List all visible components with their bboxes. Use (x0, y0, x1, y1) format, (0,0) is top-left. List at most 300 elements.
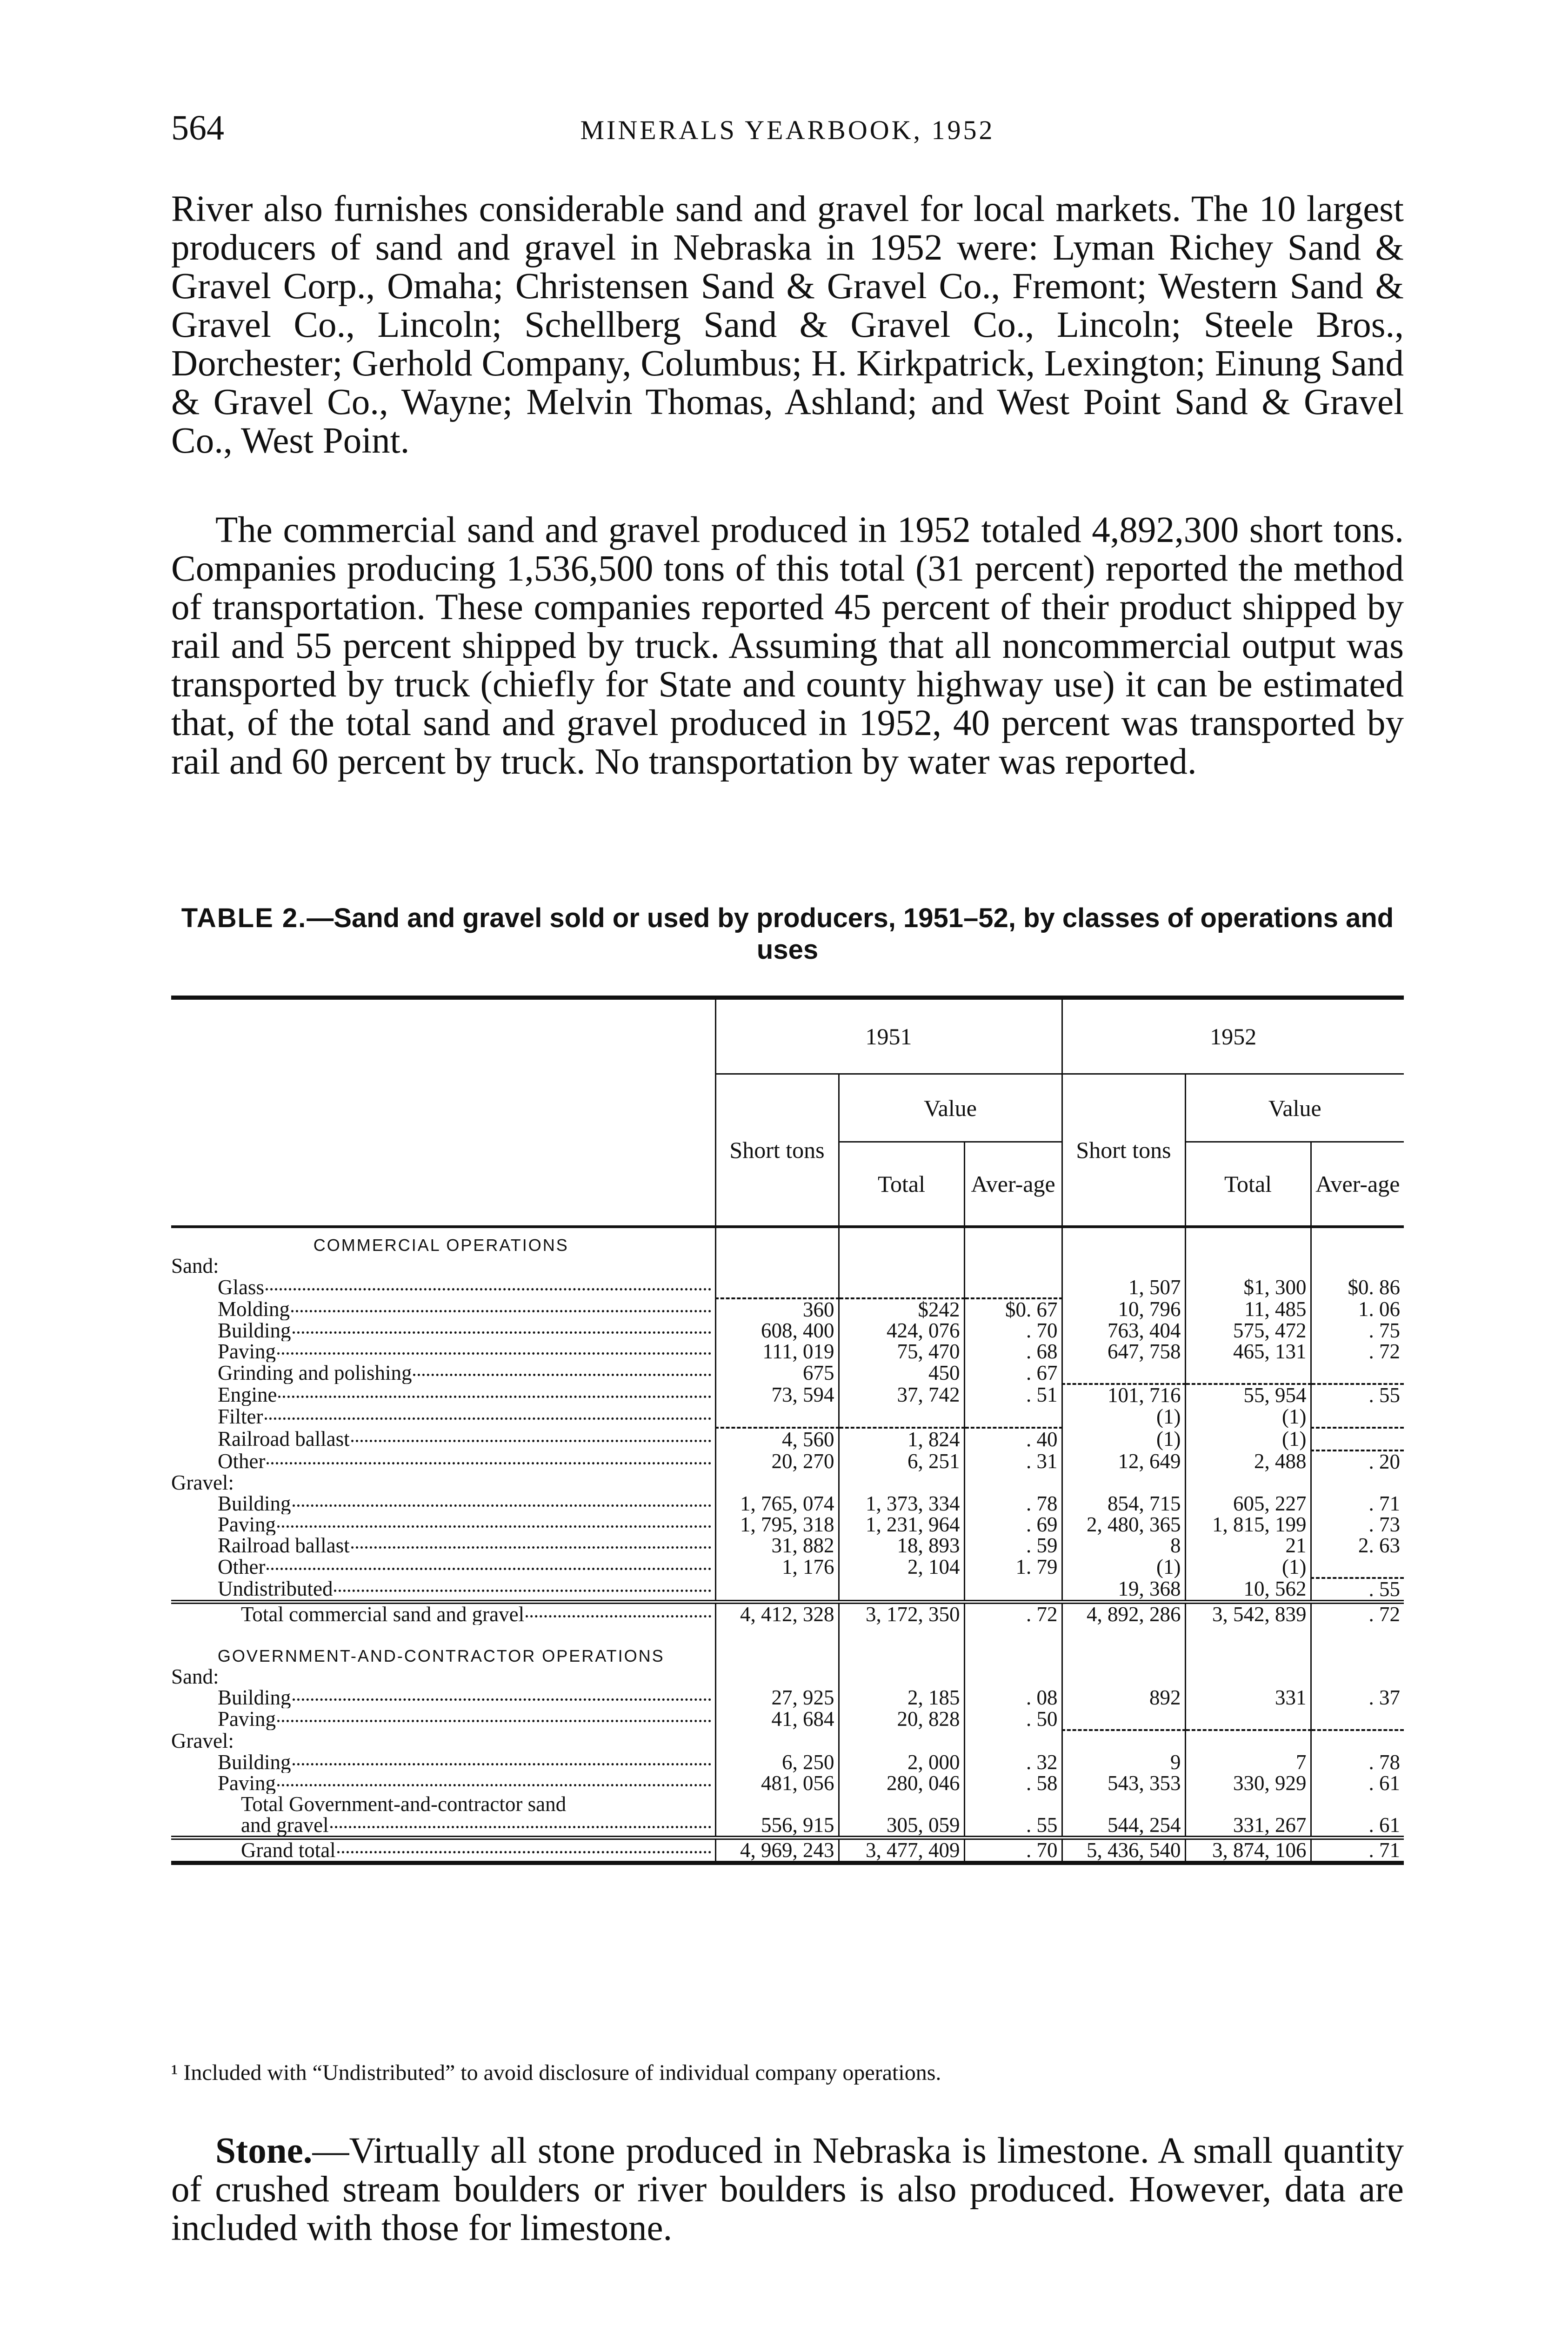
empty-cell (715, 1666, 839, 1687)
row-label-leader (218, 1363, 711, 1384)
row-label-leader (218, 1535, 711, 1556)
empty-cell (1062, 1639, 1185, 1666)
row-label-leader (241, 1840, 711, 1861)
group-row (171, 1256, 1404, 1277)
value-cell: 12, 649 (1062, 1450, 1185, 1472)
leader-dots (265, 1417, 711, 1420)
row-label-text: Molding (218, 1298, 290, 1320)
value-cell: 10, 562 (1185, 1578, 1311, 1602)
leader-dots (293, 1504, 711, 1507)
value-cell: . 58 (964, 1773, 1062, 1794)
leader-dots (278, 1396, 711, 1398)
empty-cell (839, 1227, 964, 1256)
table-row (171, 1535, 1404, 1556)
empty-cell (964, 1227, 1062, 1256)
row-label (171, 1277, 715, 1298)
row-label: Gravel: (171, 1730, 234, 1752)
table-caption: —Sand and gravel sold or used by producers, 1951–52, by classes of operations and uses (307, 903, 1394, 965)
value-cell: 1, 824 (839, 1428, 964, 1450)
table-row (171, 1514, 1404, 1535)
value-cell: . 61 (1311, 1773, 1404, 1794)
value-cell: . 08 (964, 1687, 1062, 1708)
table-row (171, 1341, 1404, 1362)
table-row (171, 1406, 1404, 1428)
spacer-cell (964, 1625, 1062, 1639)
leader-dots (291, 1310, 711, 1312)
value-cell: $0. 67 (964, 1298, 1062, 1320)
value-cell: (1) (1062, 1556, 1185, 1578)
empty-cell (1311, 1794, 1404, 1815)
table-row (171, 1450, 1404, 1472)
table-row (171, 1384, 1404, 1406)
leader-dots (266, 1288, 711, 1290)
row-label-leader (218, 1384, 711, 1405)
value-cell: 5, 436, 540 (1062, 1838, 1185, 1861)
value-cell: 27, 925 (715, 1687, 839, 1708)
row-label-text: Engine (218, 1384, 277, 1406)
row-label-leader (218, 1406, 711, 1427)
row-label-text: Building (218, 1493, 291, 1514)
row-label (171, 1602, 715, 1625)
value-cell: 4, 892, 286 (1062, 1602, 1185, 1625)
value-cell: . 78 (964, 1493, 1062, 1514)
value-cell: . 75 (1311, 1320, 1404, 1341)
empty-cell (839, 1794, 964, 1815)
empty-cell (964, 1730, 1062, 1752)
row-label-leader (218, 1429, 711, 1450)
group-row (171, 1730, 1404, 1752)
value-cell: 331 (1185, 1687, 1311, 1708)
empty-cell (964, 1639, 1062, 1666)
empty-cell (964, 1666, 1062, 1687)
table-row (171, 1320, 1404, 1341)
value-cell: 111, 019 (715, 1341, 839, 1362)
paragraph-producers: River also furnishes considerable sand and gravel for local markets. The 10 largest producers of sand and gravel in Nebraska in 1952 were: Lyman Richey Sand & Gravel Corp., Omaha; Christensen Sand & Gravel Co., Fremont; Western Sand & Gravel Co., Lincoln; Schellberg Sand & Gravel Co., Lincoln; Steele Bros., Dorchester; Gerhold Company, Columbus; H. Kirkpatrick, Lexington; Einung Sand & Gravel Co., Wayne; Melvin Thomas, Ashland; and West Point Sand & Gravel Co., West Point. (171, 189, 1404, 461)
row-label-text: Other (218, 1450, 266, 1472)
paragraph-transportation: The commercial sand and gravel produced in 1952 totaled 4,892,300 short tons. Companies producing 1,536,500 tons of this total (31 percent) reported the method of transportation. These companies reported 45 percent of their product shipped by rail and 55 percent shipped by truck. Assuming that all noncommercial output was transported by truck (chiefly for State and county highway use) it can be estimated that, of the total sand and gravel produced in 1952, 40 percent was transported by rail and 60 percent by truck. No transportation by water was reported. (171, 510, 1404, 782)
row-label (171, 1320, 715, 1341)
row-label-text: Building (218, 1687, 291, 1708)
empty-cell (1311, 1472, 1404, 1493)
value-cell: 465, 131 (1185, 1341, 1311, 1362)
table-row (171, 1428, 1404, 1450)
value-cell: . 55 (1311, 1578, 1404, 1602)
stub-header (171, 1000, 715, 1227)
empty-cell (1185, 1639, 1311, 1666)
value-cell: 3, 172, 350 (839, 1602, 964, 1625)
value-cell (1311, 1406, 1404, 1428)
row-label-leader (218, 1320, 711, 1341)
value-cell: $1, 300 (1185, 1277, 1311, 1298)
empty-cell (1185, 1794, 1311, 1815)
section-label: GOVERNMENT-AND-CONTRACTOR OPERATIONS (217, 1646, 665, 1665)
value-cell (1185, 1362, 1311, 1384)
value-cell: 763, 404 (1062, 1320, 1185, 1341)
short-tons-1951-header: Short tons (715, 1074, 839, 1227)
empty-cell (839, 1639, 964, 1666)
spacer-row (171, 1625, 1404, 1639)
table-row (171, 1687, 1404, 1708)
value-cell (964, 1578, 1062, 1602)
value-cell: 10, 796 (1062, 1298, 1185, 1320)
value-cell (715, 1406, 839, 1428)
empty-cell (964, 1256, 1062, 1277)
row-label-text: Building (218, 1752, 291, 1773)
value-cell: 647, 758 (1062, 1341, 1185, 1362)
value-1952-header: Value (1185, 1074, 1404, 1142)
leader-dots (293, 1763, 711, 1765)
row-label (171, 1341, 715, 1362)
spacer-cell (839, 1625, 964, 1639)
row-label (171, 1752, 715, 1773)
row-label-leader (218, 1557, 711, 1577)
short-tons-1952-header: Short tons (1062, 1074, 1185, 1227)
empty-cell (1311, 1639, 1404, 1666)
leader-dots (351, 1440, 711, 1442)
row-label-text: Grinding and polishing (218, 1362, 412, 1384)
total-row-line1 (171, 1794, 1404, 1815)
table-row (171, 1493, 1404, 1514)
value-cell: 481, 056 (715, 1773, 839, 1794)
total-1952-header: Total (1185, 1142, 1311, 1227)
value-cell (839, 1277, 964, 1298)
value-cell (1311, 1362, 1404, 1384)
value-cell: . 32 (964, 1752, 1062, 1773)
value-cell: 675 (715, 1362, 839, 1384)
value-cell: (1) (1062, 1406, 1185, 1428)
empty-cell (1062, 1666, 1185, 1687)
total-row (171, 1602, 1404, 1625)
value-cell: 31, 882 (715, 1535, 839, 1556)
value-cell: 2, 104 (839, 1556, 964, 1578)
row-label-leader (218, 1493, 711, 1514)
value-cell: 2, 000 (839, 1752, 964, 1773)
value-cell: (1) (1185, 1556, 1311, 1578)
leader-dots (413, 1374, 711, 1376)
row-label-leader (241, 1815, 711, 1836)
value-cell: 75, 470 (839, 1341, 964, 1362)
value-cell: . 72 (1311, 1341, 1404, 1362)
value-cell: $242 (839, 1298, 964, 1320)
empty-cell (1062, 1730, 1185, 1752)
row-label-text: Paving (218, 1341, 276, 1362)
value-cell: . 70 (964, 1838, 1062, 1861)
leader-dots (351, 1546, 711, 1549)
page-number: 564 (171, 108, 224, 147)
value-cell: 3, 477, 409 (839, 1838, 964, 1861)
spacer-cell (1311, 1625, 1404, 1639)
empty-cell (839, 1730, 964, 1752)
row-label-leader (218, 1451, 711, 1472)
spacer-cell (1062, 1625, 1185, 1639)
row-label-text: Paving (218, 1773, 276, 1794)
value-cell: 9 (1062, 1752, 1185, 1773)
group-row (171, 1666, 1404, 1687)
value-cell: . 55 (964, 1815, 1062, 1838)
row-label (171, 1556, 715, 1578)
total-1951-header: Total (839, 1142, 964, 1227)
spacer-cell (715, 1625, 839, 1639)
value-cell: . 71 (1311, 1838, 1404, 1861)
value-cell: (1) (1185, 1406, 1311, 1428)
value-cell: 6, 251 (839, 1450, 964, 1472)
value-cell: 101, 716 (1062, 1384, 1185, 1406)
row-label (171, 1773, 715, 1794)
value-cell: . 70 (964, 1320, 1062, 1341)
value-cell (1062, 1708, 1185, 1730)
row-label-leader (241, 1604, 711, 1625)
sand-gravel-table (171, 996, 1404, 1865)
row-label-text: Paving (218, 1514, 276, 1535)
row-label-text: Filter (218, 1406, 263, 1428)
table-row (171, 1362, 1404, 1384)
empty-cell (964, 1794, 1062, 1815)
value-cell: 450 (839, 1362, 964, 1384)
spacer-cell (1185, 1625, 1311, 1639)
empty-cell (839, 1472, 964, 1493)
leader-dots (337, 1851, 711, 1853)
row-label-text: Railroad ballast (218, 1428, 350, 1450)
row-label (171, 1708, 715, 1730)
empty-cell (715, 1472, 839, 1493)
page-header (171, 108, 1404, 150)
value-cell: 544, 254 (1062, 1815, 1185, 1838)
value-cell: 73, 594 (715, 1384, 839, 1406)
row-label: Sand: (171, 1666, 219, 1687)
value-cell: 6, 250 (715, 1752, 839, 1773)
value-cell (839, 1578, 964, 1602)
empty-cell (1185, 1666, 1311, 1687)
value-cell (715, 1277, 839, 1298)
empty-cell (1185, 1227, 1311, 1256)
value-cell: 7 (1185, 1752, 1311, 1773)
empty-cell (1311, 1256, 1404, 1277)
running-head: MINERALS YEARBOOK, 1952 (580, 115, 995, 145)
value-cell: 21 (1185, 1535, 1311, 1556)
empty-cell (715, 1639, 839, 1666)
table-row (171, 1556, 1404, 1578)
table-row (171, 1578, 1404, 1602)
value-cell: . 51 (964, 1384, 1062, 1406)
average-1951-header: Aver-age (964, 1142, 1062, 1227)
leader-dots (330, 1826, 711, 1828)
value-cell: . 67 (964, 1362, 1062, 1384)
value-cell: 2, 185 (839, 1687, 964, 1708)
value-cell (715, 1578, 839, 1602)
value-cell (1311, 1556, 1404, 1578)
value-cell (1185, 1708, 1311, 1730)
value-cell: 41, 684 (715, 1708, 839, 1730)
leader-dots (293, 1698, 711, 1701)
value-cell: 331, 267 (1185, 1815, 1311, 1838)
empty-cell (715, 1730, 839, 1752)
leader-dots (526, 1615, 711, 1618)
value-cell: $0. 86 (1311, 1277, 1404, 1298)
value-cell: 55, 954 (1185, 1384, 1311, 1406)
group-row (171, 1472, 1404, 1493)
value-cell: . 31 (964, 1450, 1062, 1472)
row-label (171, 1838, 715, 1861)
value-cell: . 69 (964, 1514, 1062, 1535)
row-label (171, 1406, 715, 1428)
value-cell: 11, 485 (1185, 1298, 1311, 1320)
value-cell: 1, 765, 074 (715, 1493, 839, 1514)
value-cell: 20, 828 (839, 1708, 964, 1730)
section-row (171, 1227, 1404, 1256)
row-label (171, 1428, 715, 1450)
row-label (171, 1578, 715, 1602)
value-cell: 424, 076 (839, 1320, 964, 1341)
leader-dots (293, 1331, 711, 1334)
empty-cell (715, 1227, 839, 1256)
value-cell: 575, 472 (1185, 1320, 1311, 1341)
row-label-text: Building (218, 1320, 291, 1341)
average-1952-header: Aver-age (1311, 1142, 1404, 1227)
row-label: Sand: (171, 1256, 219, 1277)
value-cell: . 59 (964, 1535, 1062, 1556)
row-label-text: Grand total (241, 1838, 336, 1861)
paragraph-stone (171, 2132, 1404, 2247)
row-label: Total Government-and-contractor sand (241, 1794, 567, 1815)
empty-cell (1311, 1666, 1404, 1687)
year-1952-header: 1952 (1062, 1000, 1404, 1074)
empty-cell (1062, 1256, 1185, 1277)
section-label: COMMERCIAL OPERATIONS (313, 1236, 569, 1255)
value-cell: 543, 353 (1062, 1773, 1185, 1794)
row-label (171, 1493, 715, 1514)
value-cell: 2. 63 (1311, 1535, 1404, 1556)
row-label (171, 1687, 715, 1708)
value-cell: . 50 (964, 1708, 1062, 1730)
value-cell: 1, 815, 199 (1185, 1514, 1311, 1535)
leader-dots (277, 1720, 711, 1722)
row-label-text: Railroad ballast (218, 1535, 350, 1556)
value-cell: . 55 (1311, 1384, 1404, 1406)
value-cell: 19, 368 (1062, 1578, 1185, 1602)
table-row (171, 1298, 1404, 1320)
leader-dots (267, 1462, 711, 1464)
value-cell (839, 1406, 964, 1428)
value-cell: . 72 (1311, 1602, 1404, 1625)
table-row (171, 1752, 1404, 1773)
empty-cell (839, 1256, 964, 1277)
value-cell: 608, 400 (715, 1320, 839, 1341)
leader-dots (277, 1784, 711, 1786)
value-cell: . 61 (1311, 1815, 1404, 1838)
leader-dots (267, 1568, 711, 1570)
value-cell: . 20 (1311, 1450, 1404, 1472)
value-cell (1311, 1428, 1404, 1450)
value-cell: 305, 059 (839, 1815, 964, 1838)
table-row (171, 1773, 1404, 1794)
empty-cell (1311, 1730, 1404, 1752)
value-cell: 360 (715, 1298, 839, 1320)
empty-cell (1185, 1472, 1311, 1493)
value-1951-header: Value (839, 1074, 1062, 1142)
empty-cell (839, 1666, 964, 1687)
total-row (171, 1815, 1404, 1838)
value-cell (1062, 1362, 1185, 1384)
value-cell (1311, 1708, 1404, 1730)
value-cell: 20, 270 (715, 1450, 839, 1472)
value-cell: 1, 373, 334 (839, 1493, 964, 1514)
value-cell: . 37 (1311, 1687, 1404, 1708)
year-1951-header: 1951 (715, 1000, 1062, 1074)
row-label-text: Other (218, 1556, 266, 1578)
value-cell: 3, 542, 839 (1185, 1602, 1311, 1625)
row-label-leader (218, 1773, 711, 1794)
value-cell: 854, 715 (1062, 1493, 1185, 1514)
row-label-leader (218, 1687, 711, 1708)
value-cell: . 78 (1311, 1752, 1404, 1773)
table-row (171, 1708, 1404, 1730)
value-cell: 18, 893 (839, 1535, 964, 1556)
row-label (171, 1384, 715, 1406)
value-cell: 37, 742 (839, 1384, 964, 1406)
value-cell: 1, 231, 964 (839, 1514, 964, 1535)
value-cell: (1) (1185, 1428, 1311, 1450)
value-cell: 1. 06 (1311, 1298, 1404, 1320)
value-cell: 1, 795, 318 (715, 1514, 839, 1535)
leader-dots (277, 1525, 711, 1528)
value-cell: 280, 046 (839, 1773, 964, 1794)
row-label-leader (218, 1514, 711, 1535)
total-row (171, 1838, 1404, 1861)
value-cell: 4, 560 (715, 1428, 839, 1450)
row-label (171, 1362, 715, 1384)
value-cell: (1) (1062, 1428, 1185, 1450)
value-cell: 3, 874, 106 (1185, 1838, 1311, 1861)
row-label-text: Paving (218, 1708, 276, 1730)
value-cell: 1, 507 (1062, 1277, 1185, 1298)
value-cell: . 72 (964, 1602, 1062, 1625)
row-label-leader (218, 1752, 711, 1773)
value-cell (964, 1406, 1062, 1428)
row-label: Gravel: (171, 1472, 234, 1493)
table-label: TABLE 2. (181, 903, 307, 933)
value-cell: 4, 412, 328 (715, 1602, 839, 1625)
value-cell: 2, 480, 365 (1062, 1514, 1185, 1535)
empty-cell (1062, 1227, 1185, 1256)
row-label-leader (218, 1341, 711, 1362)
stone-text: —Virtually all stone produced in Nebraska is limestone. A small quantity of crushed stream boulders or river boulders is also produced. However, data are included with those for limestone. (171, 2131, 1404, 2248)
value-cell: . 71 (1311, 1493, 1404, 1514)
value-cell: . 73 (1311, 1514, 1404, 1535)
section-row (171, 1639, 1404, 1666)
row-label-leader (218, 1709, 711, 1730)
row-label (171, 1815, 715, 1838)
row-label-text: Undistributed (218, 1578, 333, 1600)
empty-cell (715, 1794, 839, 1815)
empty-cell (1062, 1794, 1185, 1815)
empty-cell (1185, 1730, 1311, 1752)
row-label-leader (218, 1277, 711, 1298)
row-label-leader (218, 1299, 711, 1320)
row-label (171, 1298, 715, 1320)
row-label-text: Total commercial sand and gravel (241, 1603, 525, 1625)
table-body (171, 1227, 1404, 1861)
spacer-cell (171, 1625, 715, 1639)
empty-cell (715, 1256, 839, 1277)
value-cell: . 68 (964, 1341, 1062, 1362)
row-label-text: Glass (218, 1277, 264, 1298)
empty-cell (1062, 1472, 1185, 1493)
table-row (171, 1277, 1404, 1298)
footnote: ¹ Included with “Undistributed” to avoid disclosure of individual company operations. (171, 2060, 941, 2085)
value-cell: 1, 176 (715, 1556, 839, 1578)
value-cell: 2, 488 (1185, 1450, 1311, 1472)
row-label-text: and gravel (241, 1815, 329, 1837)
